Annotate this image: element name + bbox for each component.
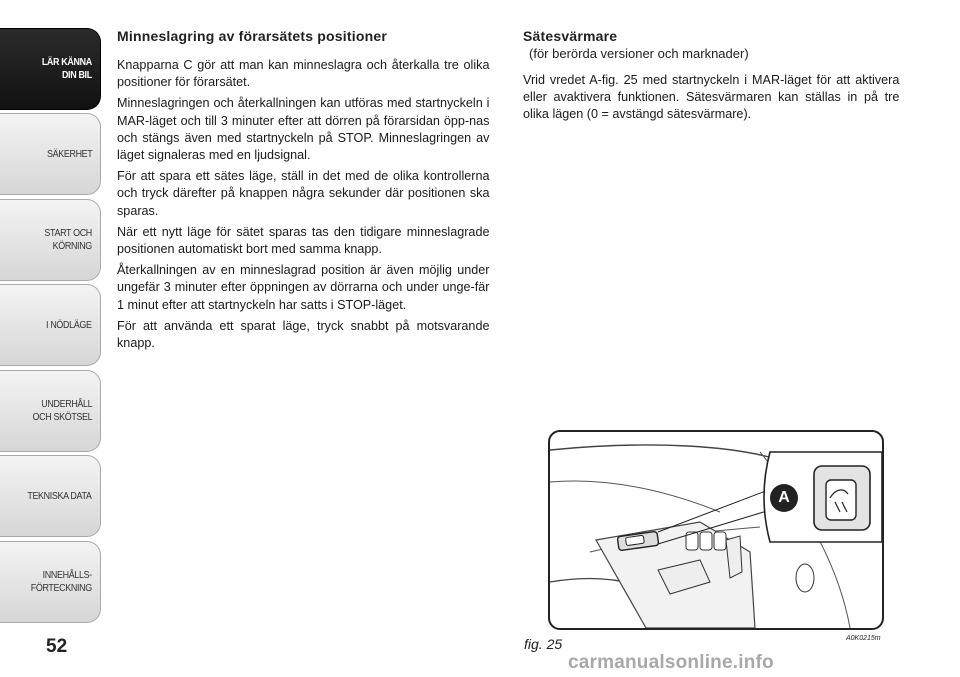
- section-title-seat-heater: Sätesvärmare: [523, 28, 618, 44]
- paragraph: För att använda ett sparat läge, tryck snabbt på motsvarande knapp.: [117, 317, 490, 351]
- paragraph: För att spara ett sätes läge, ställ in det med de olika kontrollerna och tryck därefter på knappen några sekunder där positionen ska sparas.: [117, 168, 490, 218]
- figure-caption: fig. 25: [524, 636, 563, 652]
- tab-label: I NÖDLÄGE: [46, 318, 92, 331]
- tab-start-och-korning[interactable]: [0, 199, 101, 281]
- tab-label: UNDERHÅLL OCH SKÖTSEL: [32, 398, 92, 423]
- watermark-text: carmanualsonline.info: [568, 652, 774, 673]
- tab-i-nodlage[interactable]: [0, 284, 101, 366]
- paragraph: När ett nytt läge för sätet sparas tas den tidigare minneslagrade positionen automatiskt bort med samma knapp.: [117, 223, 490, 257]
- section-title-seat-memory: Minneslagring av förarsätets positioner: [117, 28, 387, 44]
- tab-label: LÄR KÄNNA DIN BIL: [42, 56, 92, 81]
- tab-tekniska-data[interactable]: [0, 455, 101, 537]
- tab-sakerhet[interactable]: [0, 113, 101, 195]
- paragraph: Knapparna C gör att man kan minneslagra och återkalla tre olika positioner för förarsätet.: [117, 57, 490, 90]
- paragraph: Vrid vredet A-fig. 25 med startnyckeln i MAR-läget för att aktivera eller avaktivera funktionen. Sätesvärmaren kan ställas in på tre olika lägen (0 = avstängd sätesvärmare).: [523, 72, 900, 122]
- figure-code: A0K0215m: [846, 635, 881, 642]
- paragraph: Återkallningen av en minneslagrad position är även möjlig under ungefär 3 minuter efter öppningen av dörrarna och under unge-fär 1 minut efter att startnyckeln har satts i STOP-läget.: [117, 262, 490, 312]
- tab-label: INNEHÅLLS- FÖRTECKNING: [30, 569, 92, 594]
- tab-label: TEKNISKA DATA: [27, 489, 92, 502]
- paragraph: Minneslagringen och återkallningen kan utföras med startnyckeln i MAR-läget och till 3 minuter efter att dörren på förarsidan öpp-nas och stängs även med startnyckeln på STOP. Minneslagringen av läget signaleras med en ljudsignal.: [117, 95, 490, 163]
- tab-innehallsforteckning[interactable]: [0, 541, 101, 623]
- tab-label: START OCH KÖRNING: [44, 227, 92, 252]
- callout-label: A: [778, 489, 790, 506]
- tab-label: SÄKERHET: [46, 147, 92, 160]
- seat-console-illustration: [550, 432, 882, 628]
- tab-underhall-och-skotsel[interactable]: [0, 370, 101, 452]
- page-number: 52: [46, 636, 68, 657]
- right-column: [523, 28, 911, 127]
- left-column: [117, 28, 501, 355]
- section-subtitle: (för berörda versioner och marknader): [529, 46, 749, 61]
- figure-seat-heater-knob: [548, 430, 884, 630]
- tab-lar-kanna-din-bil[interactable]: [0, 28, 101, 110]
- callout-marker-a: [770, 484, 798, 512]
